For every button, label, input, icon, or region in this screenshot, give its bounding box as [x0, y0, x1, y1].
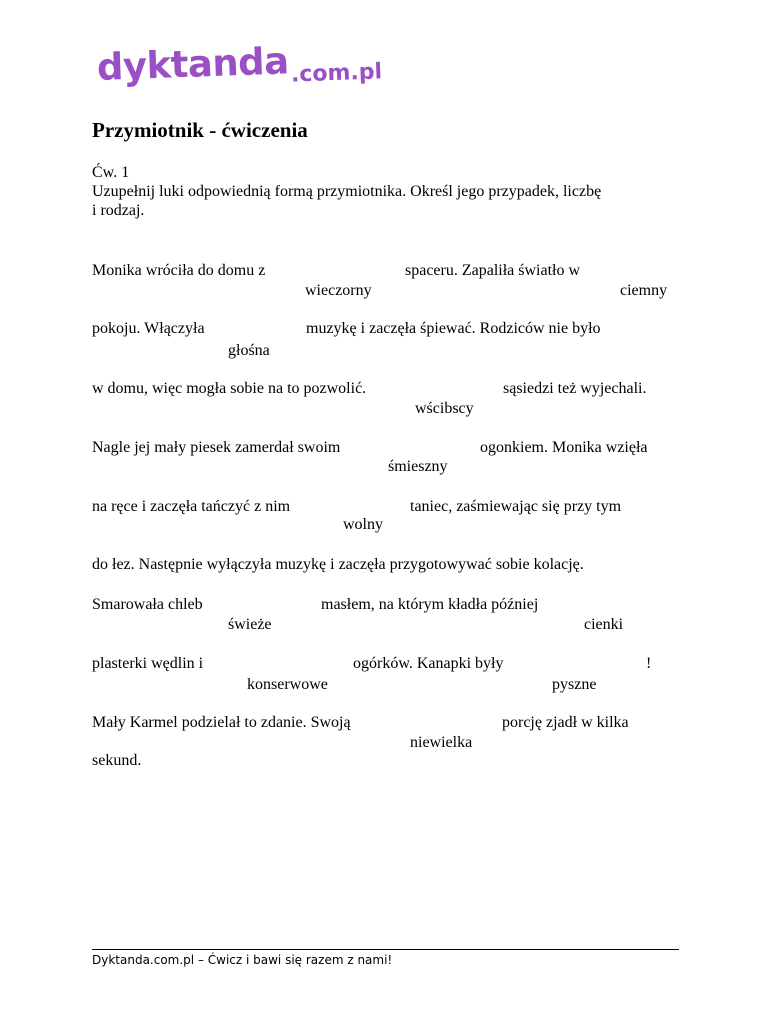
adjective-hint: ciemny	[620, 282, 668, 299]
adjective-hint: wścibscy	[415, 400, 474, 417]
sentence-fragment: masłem, na którym kładła później	[321, 596, 539, 613]
sentence-fragment: muzykę i zaczęła śpiewać. Rodziców nie było	[306, 320, 601, 337]
sentence-fragment: Monika wróciła do domu z	[92, 262, 266, 279]
sentence-fragment: sąsiedzi też wyjechali.	[503, 380, 647, 397]
logo-text: dyktanda	[96, 39, 290, 89]
sentence-fragment: do łez. Następnie wyłączyła muzykę i zaczęła przygotowywać sobie kolację.	[92, 556, 584, 573]
logo-suffix: .com.pl	[290, 59, 383, 88]
sentence-fragment: ogonkiem. Monika wzięła	[480, 439, 648, 456]
sentence-fragment: spaceru. Zapaliła światło w	[405, 262, 581, 279]
footer-text: Dyktanda.com.pl – Ćwicz i bawi się razem z nami!	[92, 953, 393, 967]
sentence-fragment: Smarowała chleb	[92, 596, 203, 613]
adjective-hint: cienki	[584, 616, 624, 633]
adjective-hint: wieczorny	[305, 282, 372, 299]
sentence-fragment: Mały Karmel podzielał to zdanie. Swoją	[92, 714, 351, 731]
adjective-hint: śmieszny	[388, 458, 448, 475]
sentence-fragment: sekund.	[92, 752, 142, 769]
sentence-fragment: taniec, zaśmiewając się przy tym	[410, 498, 622, 515]
sentence-fragment: w domu, więc mogła sobie na to pozwolić.	[92, 380, 367, 397]
footer-divider	[92, 949, 679, 950]
adjective-hint: świeże	[228, 616, 272, 633]
sentence-fragment: pokoju. Włączyła	[92, 320, 205, 337]
adjective-hint: głośna	[228, 342, 270, 359]
instruction-line-2: i rodzaj.	[92, 202, 145, 219]
sentence-fragment: na ręce i zaczęła tańczyć z nim	[92, 498, 291, 515]
adjective-hint: wolny	[343, 516, 383, 533]
sentence-fragment: porcję zjadł w kilka	[502, 714, 629, 731]
sentence-fragment: !	[646, 655, 652, 672]
adjective-hint: pyszne	[552, 676, 597, 693]
instruction-line-1: Uzupełnij luki odpowiednią formą przymiotnika. Określ jego przypadek, liczbę	[92, 183, 602, 200]
dyktanda-logo	[96, 39, 383, 92]
adjective-hint: konserwowe	[247, 676, 328, 693]
adjective-hint: niewielka	[410, 734, 473, 751]
sentence-fragment: plasterki wędlin i	[92, 655, 204, 672]
sentence-fragment: Nagle jej mały piesek zamerdał swoim	[92, 439, 341, 456]
exercise-number: Ćw. 1	[92, 164, 130, 181]
page-title: Przymiotnik - ćwiczenia	[92, 118, 308, 142]
sentence-fragment: ogórków. Kanapki były	[353, 655, 504, 672]
